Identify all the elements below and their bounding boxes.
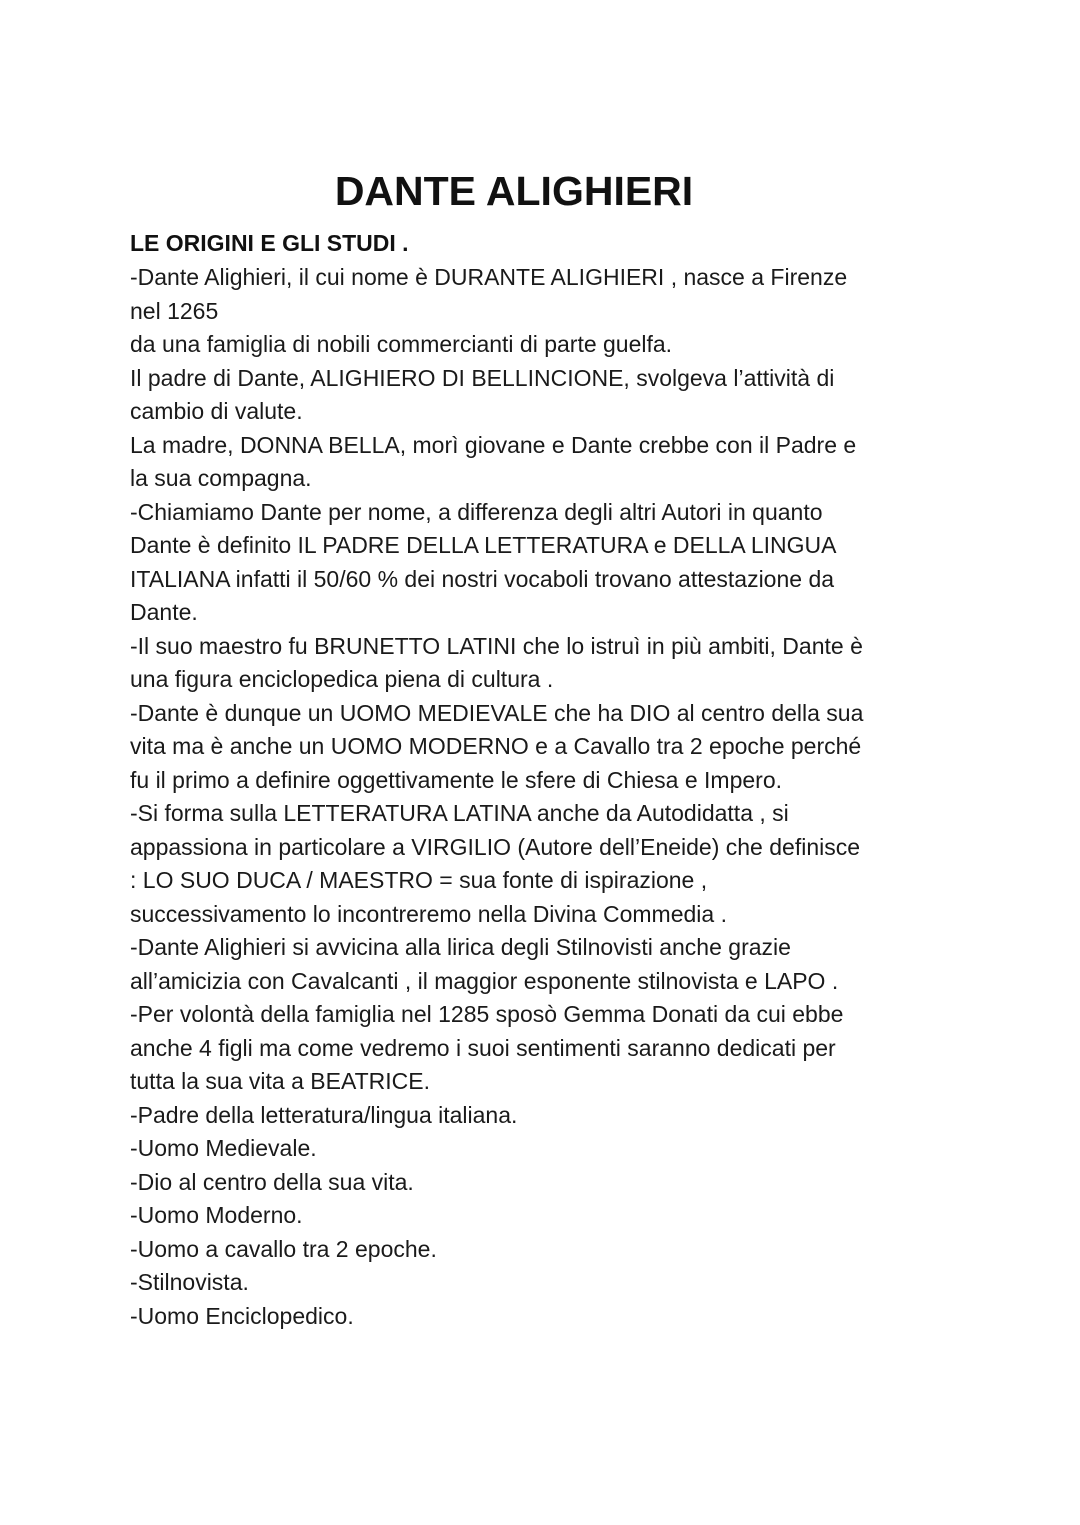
document-body xyxy=(130,225,960,1333)
text-line: ITALIANA infatti il 50/60 % dei nostri vocaboli trovano attestazione da xyxy=(130,565,835,592)
text-line: -Chiamiamo Dante per nome, a differenza degli altri Autori in quanto xyxy=(130,498,823,525)
text-line: -Stilnovista. xyxy=(130,1269,249,1295)
text-line: -Dio al centro della sua vita. xyxy=(130,1168,414,1195)
text-line: la sua compagna. xyxy=(130,465,312,491)
text-line: una figura enciclopedica piena di cultura . xyxy=(130,666,554,692)
section-heading: LE ORIGINI E GLI STUDI . xyxy=(130,230,409,256)
text-line: -Uomo Moderno. xyxy=(130,1202,303,1228)
text-line: -Uomo a cavallo tra 2 epoche. xyxy=(130,1235,437,1262)
text-line: vita ma è anche un UOMO MODERNO e a Cavallo tra 2 epoche perché xyxy=(130,733,862,759)
text-line: -Per volontà della famiglia nel 1285 sposò Gemma Donati da cui ebbe xyxy=(130,1001,844,1027)
text-line: La madre, DONNA BELLA, morì giovane e Dante crebbe con il Padre e xyxy=(130,431,857,458)
text-line: -Padre della letteratura/lingua italiana. xyxy=(130,1101,518,1128)
text-line: fu il primo a definire oggettivamente le sfere di Chiesa e Impero. xyxy=(130,766,782,793)
body-text xyxy=(130,261,960,1333)
text-line: successivamento lo incontreremo nella Divina Commedia . xyxy=(130,900,727,927)
text-line: tutta la sua vita a BEATRICE. xyxy=(130,1068,430,1094)
text-line: Il padre di Dante, ALIGHIERO DI BELLINCIONE, svolgeva l’attività di xyxy=(130,364,835,391)
text-line: -Dante Alighieri, il cui nome è DURANTE ALIGHIERI , nasce a Firenze xyxy=(130,264,848,290)
text-line: -Dante Alighieri si avvicina alla lirica degli Stilnovisti anche grazie xyxy=(130,934,791,960)
text-line: -Uomo Enciclopedico. xyxy=(130,1302,354,1329)
text-line: all’amicizia con Cavalcanti , il maggior esponente stilnovista e LAPO . xyxy=(130,967,839,994)
text-line: -Dante è dunque un UOMO MEDIEVALE che ha DIO al centro della sua xyxy=(130,699,864,726)
text-line: Dante è definito IL PADRE DELLA LETTERATURA e DELLA LINGUA xyxy=(130,532,837,558)
document-title: DANTE ALIGHIERI xyxy=(334,168,694,214)
text-line: Dante. xyxy=(130,599,198,625)
text-line: nel 1265 xyxy=(130,297,219,324)
text-line: : LO SUO DUCA / MAESTRO = sua fonte di ispirazione , xyxy=(130,867,708,893)
text-line: da una famiglia di nobili commercianti di parte guelfa. xyxy=(130,331,673,357)
text-line: appassiona in particolare a VIRGILIO (Autore dell’Eneide) che definisce xyxy=(130,833,861,860)
text-line: -Si forma sulla LETTERATURA LATINA anche da Autodidatta , si xyxy=(130,800,789,826)
text-line: cambio di valute. xyxy=(130,398,303,424)
text-line: anche 4 figli ma come vedremo i suoi sentimenti saranno dedicati per xyxy=(130,1034,836,1061)
text-line: -Uomo Medievale. xyxy=(130,1135,317,1161)
text-line: -Il suo maestro fu BRUNETTO LATINI che lo istruì in più ambiti, Dante è xyxy=(130,632,863,659)
